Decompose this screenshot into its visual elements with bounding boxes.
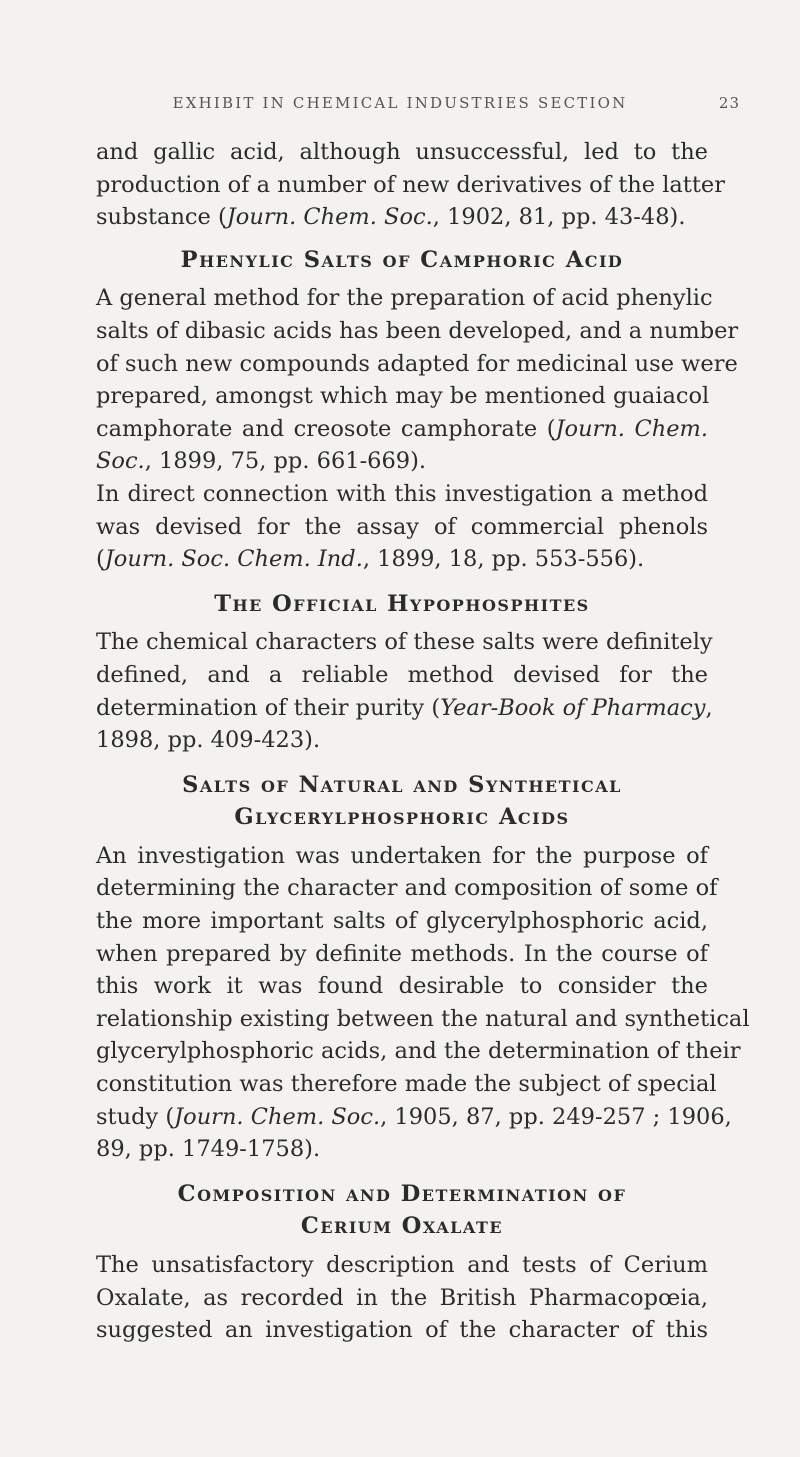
running-head bbox=[0, 94, 800, 112]
paragraph-glycerylphosphoric bbox=[96, 840, 750, 1166]
text-line: prepared, amongst which may be mentioned guaiacol bbox=[96, 383, 710, 410]
text-line: A general method for the preparation of acid phenylic bbox=[96, 285, 713, 312]
text-line: determination of their purity (Year-Book of Pharmacy, bbox=[96, 694, 713, 721]
paragraph-cerium-oxalate bbox=[96, 1249, 708, 1347]
text-line: camphorate and creosote camphorate (Journ. Chem. bbox=[96, 415, 708, 442]
citation-journal: Soc. bbox=[96, 448, 145, 475]
paragraph-hypophosphites bbox=[96, 626, 713, 756]
text-line: In direct connection with this investigation a method bbox=[96, 480, 708, 507]
text-line: study (Journ. Chem. Soc., 1905, 87, pp. 249-257 ; 1906, bbox=[96, 1103, 732, 1130]
section-heading-hypophosphites: The Official Hypophosphites bbox=[214, 590, 590, 617]
text-line: when prepared by definite methods. In the course of bbox=[96, 940, 708, 967]
body-text bbox=[96, 136, 750, 1347]
text-line: 89, pp. 1749-1758). bbox=[96, 1136, 321, 1163]
citation-journal: Journ. Chem. Soc. bbox=[226, 204, 433, 231]
text-line: Oxalate, as recorded in the British Pharmacopœia, bbox=[96, 1284, 708, 1311]
citation-book: Year-Book of Pharmacy bbox=[440, 694, 706, 721]
text-line: determining the character and composition of some of bbox=[96, 875, 718, 902]
text-line: production of a number of new derivatives of the latter bbox=[96, 171, 725, 198]
text-line: this work it was found desirable to consider the bbox=[96, 973, 708, 1000]
text-line: salts of dibasic acids has been developed, and a number bbox=[96, 317, 739, 344]
text-line: 1898, pp. 409-423). bbox=[96, 727, 321, 754]
text-line: suggested an investigation of the character of this bbox=[96, 1317, 708, 1344]
text-line: The chemical characters of these salts were definitely bbox=[96, 629, 713, 656]
citation-journal: Journ. Soc. Chem. Ind. bbox=[104, 546, 363, 573]
running-head-title: EXHIBIT IN CHEMICAL INDUSTRIES SECTION bbox=[172, 94, 628, 112]
section-heading-phenylic-salts: Phenylic Salts of Camphoric Acid bbox=[180, 246, 624, 273]
text-line: glycerylphosphoric acids, and the determination of their bbox=[96, 1038, 741, 1065]
text-line: An investigation was undertaken for the purpose of bbox=[96, 842, 708, 869]
section-heading-glycerylphosphoric: Salts of Natural and Synthetical Glycerylphosphoric Acids bbox=[182, 771, 622, 831]
page-number: 23 bbox=[718, 94, 740, 112]
paragraph-phenylic-salts bbox=[96, 282, 739, 478]
intro-paragraph bbox=[96, 136, 725, 234]
text-line: the more important salts of glycerylphosphoric acid, bbox=[96, 908, 708, 935]
text-line: The unsatisfactory description and tests of Cerium bbox=[96, 1252, 708, 1278]
text-line: was devised for the assay of commercial phenols bbox=[96, 513, 708, 540]
text-line: defined, and a reliable method devised for the bbox=[96, 661, 708, 688]
text-line: (Journ. Soc. Chem. Ind., 1899, 18, pp. 553-556). bbox=[96, 546, 645, 573]
text-line: constitution was therefore made the subject of special bbox=[96, 1071, 717, 1098]
text-line: of such new compounds adapted for medicinal use were bbox=[96, 350, 738, 377]
section-heading-cerium-oxalate: Composition and Determination of Cerium Oxalate bbox=[177, 1180, 627, 1240]
text-line: Soc., 1899, 75, pp. 661-669). bbox=[96, 448, 427, 475]
text-line: and gallic acid, although unsuccessful, led to the bbox=[96, 139, 708, 165]
citation-journal: Journ. Chem. bbox=[555, 415, 708, 442]
text-line: relationship existing between the natural and synthetical bbox=[96, 1005, 750, 1032]
text-line: substance (Journ. Chem. Soc., 1902, 81, pp. 43-48). bbox=[96, 204, 686, 231]
paragraph-phenols-assay bbox=[96, 478, 708, 576]
citation-journal: Journ. Chem. Soc. bbox=[174, 1103, 381, 1130]
